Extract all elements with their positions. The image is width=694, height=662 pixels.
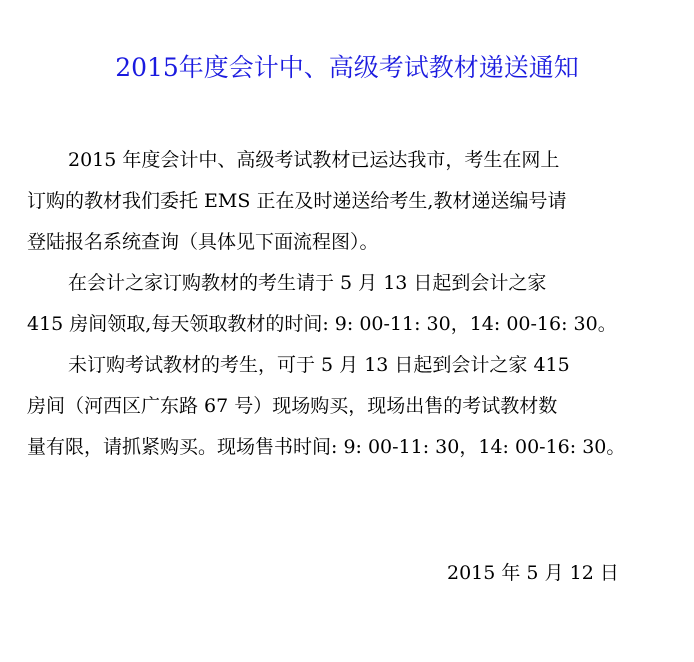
paragraph-line: 量有限，请抓紧购买。现场售书时间: 9: 00-11: 30，14: 00-16: 30。: [27, 436, 626, 458]
paragraph-shipping: [27, 140, 677, 263]
paragraph-line: 订购的教材我们委托 EMS 正在及时递送给考生,教材递送编号请: [27, 190, 567, 212]
notice-title: 2015年度会计中、高级考试教材递送通知: [115, 53, 579, 82]
paragraph-onsite-purchase: [27, 345, 677, 468]
paragraph-line: 登陆报名系统查询（具体见下面流程图）。: [27, 231, 379, 253]
notice-date: 2015 年 5 月 12 日: [447, 562, 619, 584]
paragraph-line: 房间（河西区广东路 67 号）现场购买，现场出售的考试教材数: [27, 395, 558, 417]
paragraph-line: 2015 年度会计中、高级考试教材已运达我市，考生在网上: [68, 149, 560, 171]
paragraph-pickup: [27, 263, 677, 345]
paragraph-line: 在会计之家订购教材的考生请于 5 月 13 日起到会计之家: [68, 272, 547, 294]
paragraph-line: 未订购考试教材的考生，可于 5 月 13 日起到会计之家 415: [68, 354, 570, 376]
paragraph-line: 415 房间领取,每天领取教材的时间: 9: 00-11: 30，14: 00-16: 30。: [27, 313, 617, 335]
